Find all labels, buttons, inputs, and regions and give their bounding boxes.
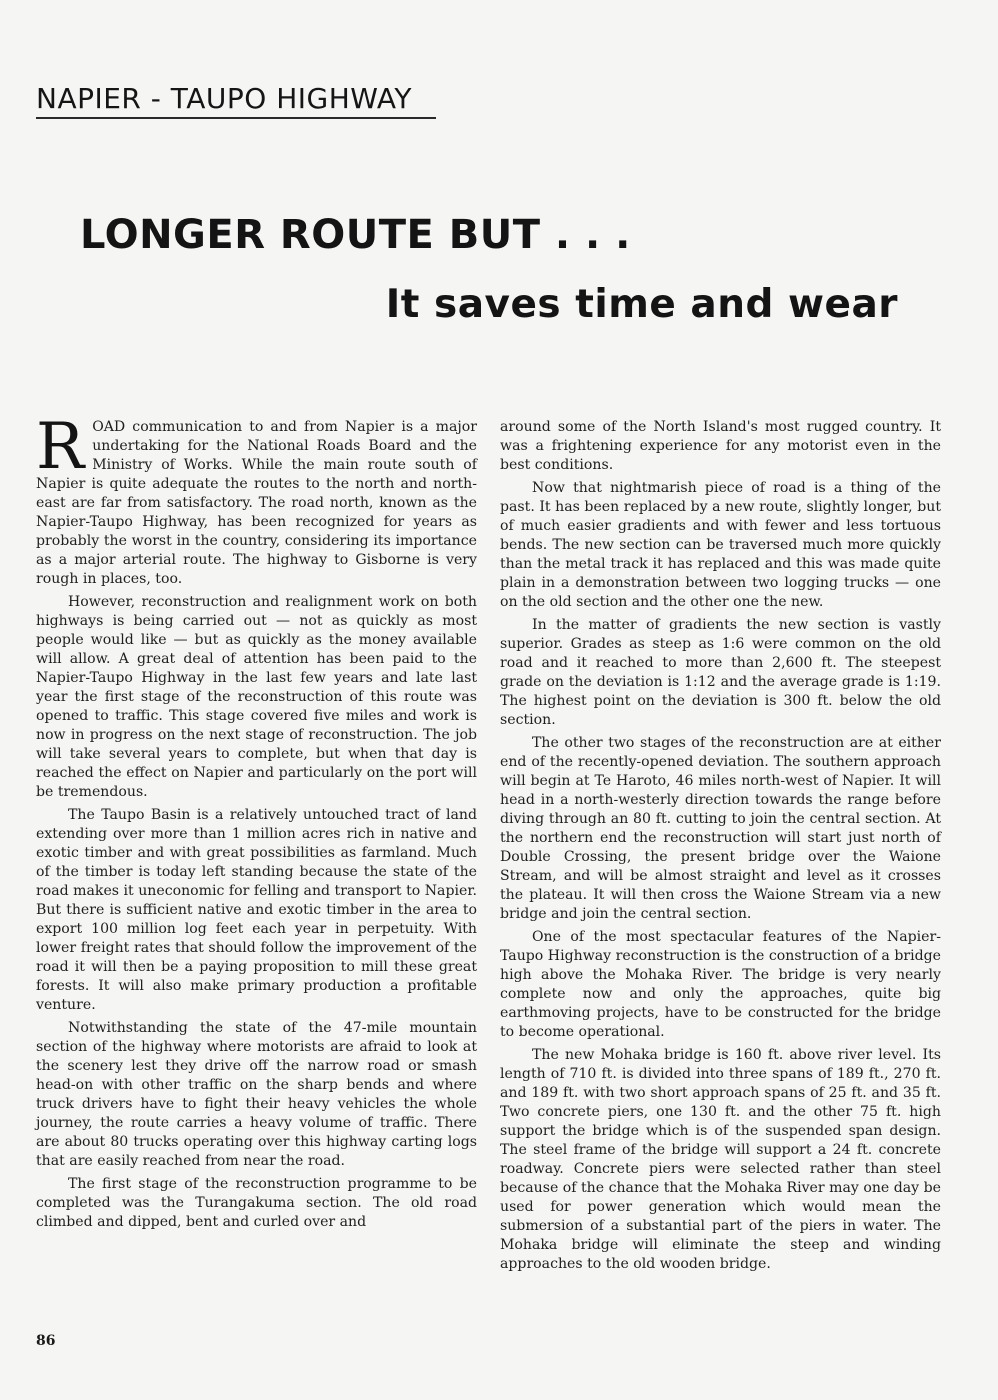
- paragraph: However, reconstruction and realignment work on both highways is being carried out — not as quickly as most people would like — but as quickly as the money available will allow. A great deal of attention has been paid to the Napier-Taupo Highway in the last few years and late last year the first stage of the reconstruction of this route was opened to traffic. This stage covered five miles and work is now in progress on the next stage of reconstruction. The job will take several years to complete, but when that day is reached the effect on Napier and particularly on the port will be tremendous.: [36, 594, 477, 800]
- drop-cap: R: [36, 410, 85, 484]
- page-number: 86: [36, 1333, 56, 1349]
- paragraph: Notwithstanding the state of the 47-mile mountain section of the highway where motorists are afraid to look at the scenery lest they drive off the narrow road or smash head-on with other traffic on the sharp bends and where truck drivers have to fight their heavy vehicles the whole journey, the route carries a heavy volume of traffic. There are about 80 trucks operating over this highway carting logs that are easily reached from near the road.: [36, 1020, 477, 1169]
- paragraph: The new Mohaka bridge is 160 ft. above river level. Its length of 710 ft. is divided into three spans of 189 ft., 270 ft. and 189 ft. with two short approach spans of 25 ft. and 35 ft. Two concrete piers, one 130 ft. and the other 75 ft. high support the bridge which is of the suspended span design. The steel frame of the bridge will support a 24 ft. concrete roadway. Concrete piers were selected rather than steel because of the chance that the Mohaka River may one day be used for power generation which would mean the submersion of a substantial part of the piers in water. The Mohaka bridge will eliminate the steep and winding approaches to the old wooden bridge.: [500, 1047, 941, 1272]
- paragraph: around some of the North Island's most rugged country. It was a frightening experience for any motorist even in the best conditions.: [500, 419, 941, 473]
- subheadline: It saves time and wear: [385, 282, 898, 327]
- paragraph: Now that nightmarish piece of road is a thing of the past. It has been replaced by a new route, slightly longer, but of much easier gradients and with fewer and less tortuous bends. The new section can be traversed much more quickly than the metal track it has replaced and this was made quite plain in a demonstration between two logging trucks — one on the old section and the other one the new.: [500, 480, 941, 610]
- paragraph: The first stage of the reconstruction programme to be completed was the Turangakuma section. The old road climbed and dipped, bent and curled over and: [36, 1176, 477, 1230]
- paragraph: [36, 410, 477, 589]
- left-column: [36, 410, 477, 1236]
- paragraph: The Taupo Basin is a relatively untouched tract of land extending over more than 1 million acres rich in native and exotic timber and with great possibilities as farmland. Much of the timber is today left standing because the state of the road makes it uneconomic for felling and transport to Napier. But there is sufficient native and exotic timber in the area to export 100 million log feet each year in perpetuity. With lower freight rates that should follow the improvement of the road it will then be a paying proposition to mill these great forests. It will also make primary production a profitable venture.: [36, 807, 477, 1013]
- right-column: [500, 418, 941, 1278]
- paragraph: The other two stages of the reconstruction are at either end of the recently-opened deviation. The southern approach will begin at Te Haroto, 46 miles north-west of Napier. It will head in a north-westerly direction towards the range before diving through an 80 ft. cutting to join the central section. At the northern end the reconstruction will start just north of Double Crossing, the present bridge over the Waione Stream, and will be almost straight and level as it crosses the plateau. It will then cross the Waione Stream via a new bridge and join the central section.: [500, 735, 941, 922]
- section-title: NAPIER - TAUPO HIGHWAY: [36, 82, 436, 119]
- paragraph: In the matter of gradients the new section is vastly superior. Grades as steep as 1:6 were common on the old road and it reached to more than 2,600 ft. The steepest grade on the deviation is 1:12 and the average grade is 1:19. The highest point on the deviation is 300 ft. below the old section.: [500, 617, 941, 728]
- paragraph-text: OAD communication to and from Napier is a major undertaking for the National Roads Board and the Ministry of Works. While the main route south of Napier is quite adequate the routes to the north and north-east are far from satisfactory. The road north, known as the Napier-Taupo Highway, has been recognized for years as probably the worst in the country, considering its importance as a major arterial route. The highway to Gisborne is very rough in places, too.: [36, 419, 477, 587]
- headline: LONGER ROUTE BUT . . .: [80, 212, 631, 258]
- paragraph: One of the most spectacular features of the Napier-Taupo Highway reconstruction is the construction of a bridge high above the Mohaka River. The bridge is very nearly complete now and only the approaches, quite big earthmoving projects, have to be constructed for the bridge to become operational.: [500, 929, 941, 1040]
